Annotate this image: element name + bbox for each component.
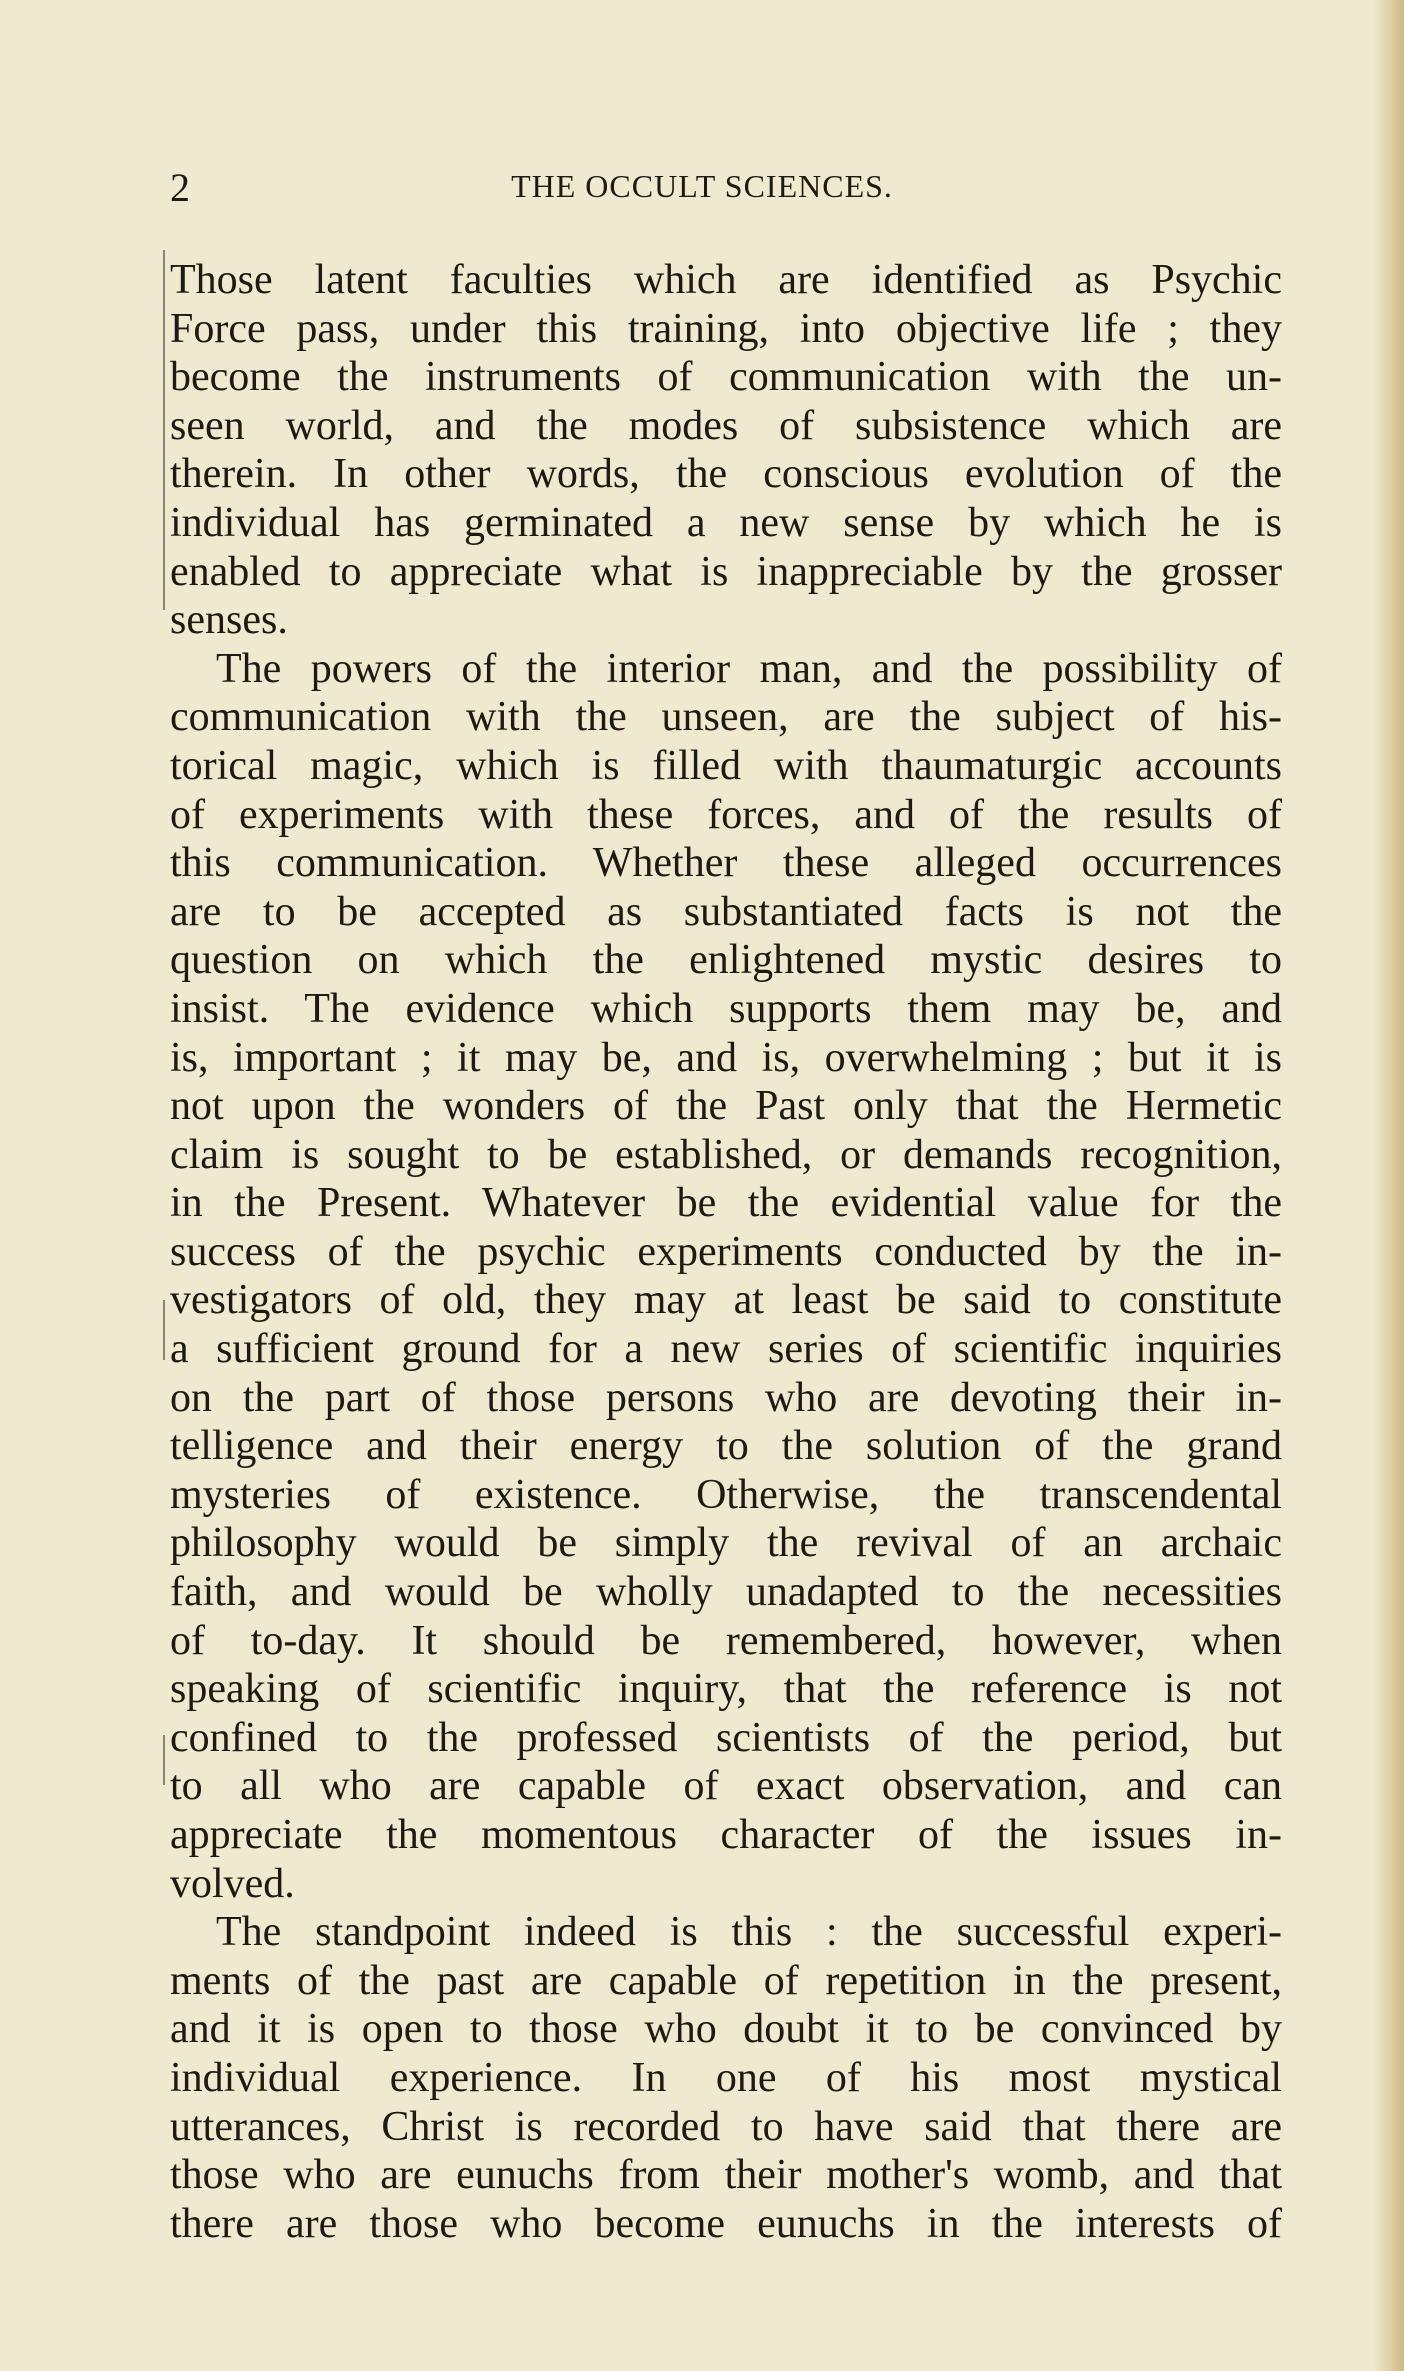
- page-number: 2: [170, 165, 190, 210]
- text-line: Those latent faculties which are identified as Psychic: [170, 257, 1282, 303]
- text-line: appreciate the momentous character of the issues in-: [170, 1812, 1282, 1858]
- text-line: and it is open to those who doubt it to be convinced by: [170, 2006, 1282, 2053]
- text-line: of to-day. It should be remembered, however, when: [170, 1617, 1282, 1664]
- text-line: to all who are capable of exact observation, and can: [170, 1763, 1282, 1810]
- text-line: of experiments with these forces, and of the results of: [170, 791, 1282, 838]
- text-line: not upon the wonders of the Past only that the Hermetic: [170, 1083, 1282, 1130]
- text-line: ments of the past are capable of repetition in the present,: [170, 1957, 1282, 2004]
- text-line: individual has germinated a new sense by which he is: [170, 499, 1282, 546]
- text-line: individual experience. In one of his most mystical: [170, 2054, 1282, 2101]
- paragraph: [170, 256, 1282, 645]
- text-line: seen world, and the modes of subsistence which are: [170, 402, 1282, 449]
- text-line: philosophy would be simply the revival of an archaic: [170, 1520, 1282, 1567]
- paragraph: [170, 645, 1282, 1908]
- text-line: speaking of scientific inquiry, that the reference is not: [170, 1666, 1282, 1713]
- text-line: therein. In other words, the conscious evolution of the: [170, 451, 1282, 498]
- running-title: THE OCCULT SCIENCES.: [511, 168, 893, 204]
- text-line: communication with the unseen, are the subject of his-: [170, 694, 1282, 741]
- margin-mark: [163, 250, 165, 610]
- text-line: are to be accepted as substantiated facts is not the: [170, 888, 1282, 935]
- text-line: The standpoint indeed is this : the successful experi-: [216, 1909, 1282, 1956]
- margin-mark: [163, 1300, 165, 1360]
- text-line: senses.: [170, 597, 288, 644]
- text-line: this communication. Whether these alleged occurrences: [170, 840, 1282, 887]
- text-line: enabled to appreciate what is inappreciable by the grosser: [170, 548, 1282, 595]
- text-line: volved.: [170, 1860, 295, 1907]
- text-line: vestigators of old, they may at least be said to constitute: [170, 1277, 1282, 1324]
- text-line: telligence and their energy to the solution of the grand: [170, 1423, 1282, 1470]
- text-line: utterances, Christ is recorded to have said that there are: [170, 2103, 1282, 2150]
- text-line: in the Present. Whatever be the evidential value for the: [170, 1180, 1282, 1227]
- text-line: question on which the enlightened mystic desires to: [170, 937, 1282, 984]
- text-line: is, important ; it may be, and is, overwhelming ; but it is: [170, 1034, 1282, 1081]
- text-line: confined to the professed scientists of the period, but: [170, 1714, 1282, 1761]
- text-line: claim is sought to be established, or demands recognition,: [170, 1131, 1282, 1178]
- text-line: torical magic, which is filled with thaumaturgic accounts: [170, 742, 1282, 789]
- text-line: The powers of the interior man, and the possibility of: [216, 645, 1282, 692]
- text-line: on the part of those persons who are devoting their in-: [170, 1374, 1282, 1421]
- text-line: insist. The evidence which supports them may be, and: [170, 985, 1282, 1032]
- text-line: mysteries of existence. Otherwise, the transcendental: [170, 1471, 1282, 1518]
- page-body: [170, 256, 1282, 2248]
- margin-mark: [163, 1735, 165, 1785]
- text-line: success of the psychic experiments conducted by the in-: [170, 1228, 1282, 1275]
- paragraph: [170, 1908, 1282, 2248]
- page-edge-shadow: [1374, 0, 1404, 2371]
- text-line: Force pass, under this training, into objective life ; they: [170, 305, 1282, 352]
- text-line: there are those who become eunuchs in the interests of: [170, 2200, 1282, 2247]
- text-line: become the instruments of communication with the un-: [170, 354, 1282, 401]
- text-line: faith, and would be wholly unadapted to the necessities: [170, 1569, 1282, 1616]
- text-line: those who are eunuchs from their mother's womb, and that: [170, 2152, 1282, 2199]
- text-line: a sufficient ground for a new series of scientific inquiries: [170, 1326, 1282, 1373]
